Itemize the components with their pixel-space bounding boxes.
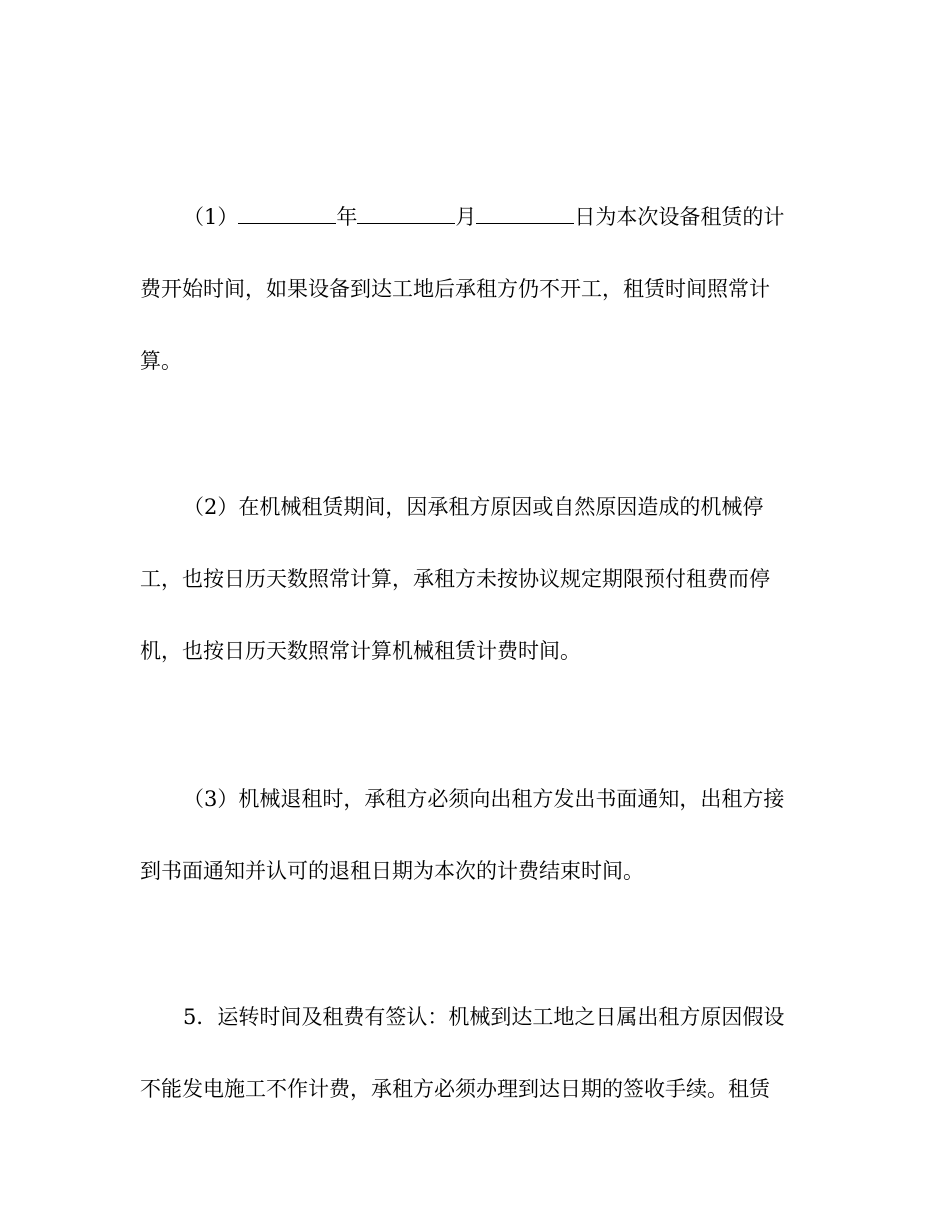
paragraph-1-line-3: 算。 bbox=[140, 349, 182, 373]
paragraph-2-line-3: 机，也按日历天数照常计算机械租赁计费时间。 bbox=[140, 639, 581, 663]
paragraph-3-line-1: （3）机械退租时，承租方必须向出租方发出书面通知，出租方接 bbox=[183, 787, 785, 811]
day-blank bbox=[476, 205, 574, 224]
item-number: （1） bbox=[183, 205, 239, 229]
paragraph-1-line-2: 费开始时间，如果设备到达工地后承租方仍不开工，租赁时间照常计 bbox=[140, 277, 770, 301]
paragraph-3 bbox=[140, 763, 810, 907]
paragraph-1-line-1 bbox=[140, 181, 810, 253]
year-blank bbox=[238, 205, 336, 224]
paragraph-2-line-1: （2）在机械租赁期间，因承租方原因或自然原因造成的机械停 bbox=[183, 495, 764, 519]
paragraph-3-line-2: 到书面通知并认可的退租日期为本次的计费结束时间。 bbox=[140, 859, 644, 883]
paragraph-4 bbox=[140, 981, 810, 1125]
paragraph-1 bbox=[140, 181, 810, 397]
paragraph-2 bbox=[140, 471, 810, 687]
paragraph-2-line-2: 工，也按日历天数照常计算，承租方未按协议规定期限预付租费而停 bbox=[140, 567, 770, 591]
paragraph-4-line-1: 5．运转时间及租费有签认：机械到达工地之日属出租方原因假设 bbox=[183, 1005, 785, 1029]
year-label: 年 bbox=[336, 205, 358, 229]
month-label: 月 bbox=[455, 205, 477, 229]
paragraph-4-line-2: 不能发电施工不作计费，承租方必须办理到达日期的签收手续。租赁 bbox=[140, 1077, 770, 1101]
month-blank bbox=[357, 205, 455, 224]
day-text: 日为本次设备租赁的计 bbox=[574, 205, 785, 229]
